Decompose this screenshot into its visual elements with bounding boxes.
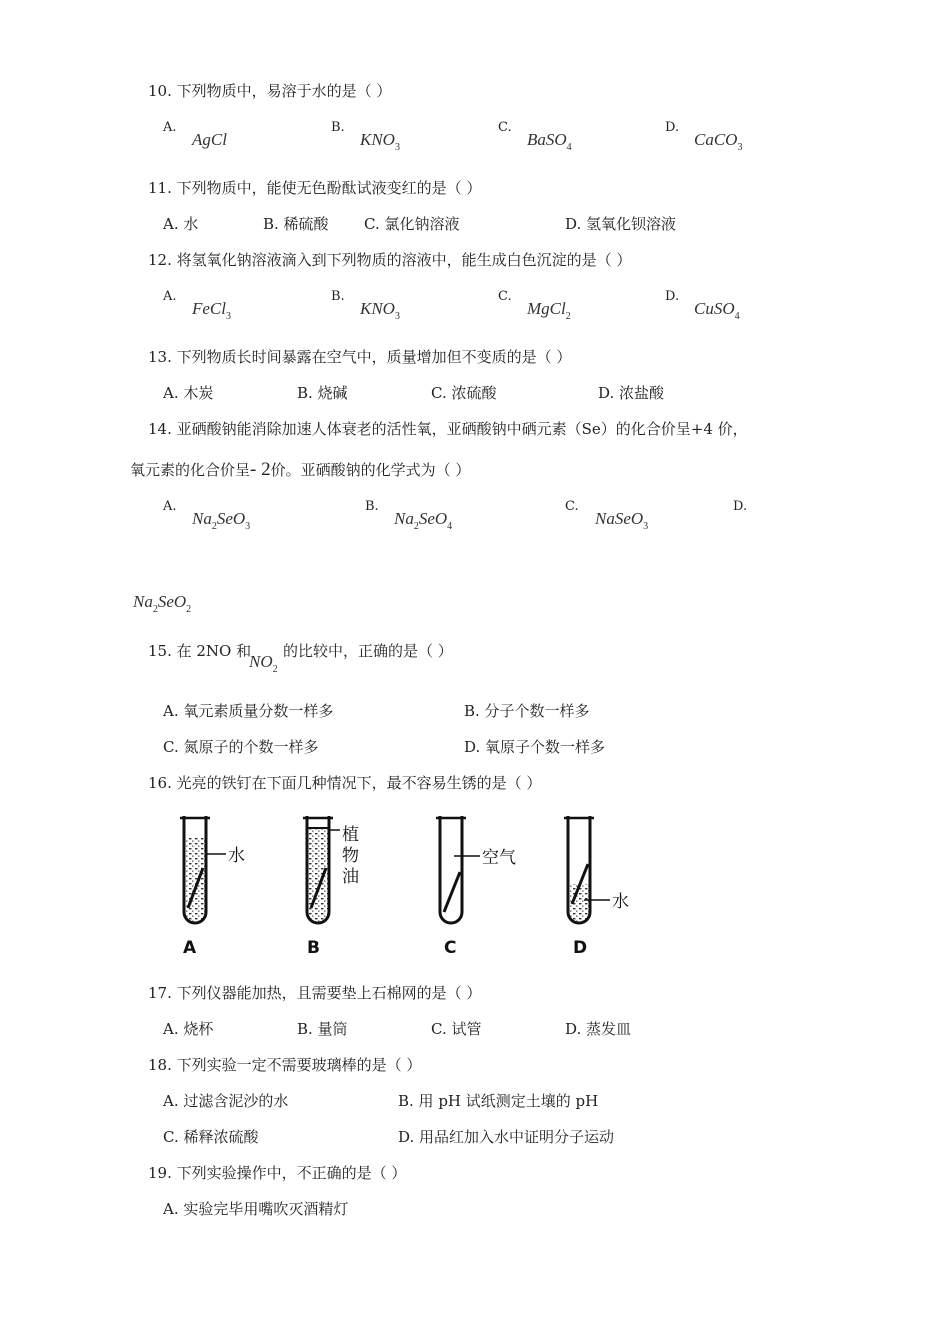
- q10-option-c-label: C.: [498, 120, 512, 135]
- test-tube-b: [303, 816, 359, 958]
- iron-nail-c: [444, 872, 460, 912]
- q15-formula: $NO_2$: [249, 652, 278, 675]
- q11-option-d: D. 氢氧化钡溶液: [565, 215, 677, 233]
- test-tube-c: [436, 816, 516, 958]
- q17-option-a: A. 烧杯: [163, 1020, 214, 1038]
- q14-option-a-formula: $Na_2SeO_3$: [192, 509, 251, 532]
- question-11-stem: 11. 下列物质中，能使无色酚酞试液变红的是（ ）: [148, 179, 482, 197]
- tube-c-label: 空气: [482, 848, 516, 868]
- q14-stem2-c: 价。亚硒酸钠的化学式为（ ）: [270, 461, 471, 479]
- q17-option-b: B. 量筒: [297, 1020, 348, 1038]
- question-19-stem: 19. 下列实验操作中，不正确的是（ ）: [148, 1164, 407, 1182]
- tube-b-label-2: 物: [342, 846, 359, 866]
- q14-option-c-label: C.: [565, 499, 579, 514]
- q12-option-b-label: B.: [331, 289, 345, 304]
- q14-option-d-formula: $Na_2SeO_2$: [133, 592, 192, 615]
- q13-option-a: A. 木炭: [163, 384, 214, 402]
- q18-option-d: D. 用品红加入水中证明分子运动: [398, 1128, 615, 1146]
- q18-option-b: B. 用 pH 试纸测定土壤的 pH: [398, 1092, 599, 1110]
- q19-option-a: A. 实验完毕用嘴吹灭酒精灯: [163, 1200, 349, 1218]
- q12-option-d-label: D.: [665, 289, 680, 304]
- q12-option-a-formula: FeCl$_3$: [192, 299, 231, 322]
- q14-option-b-label: B.: [365, 499, 379, 514]
- q12-option-a-label: A.: [163, 289, 177, 304]
- question-13-stem: 13. 下列物质长时间暴露在空气中，质量增加但不变质的是（ ）: [148, 348, 572, 366]
- q10-option-a-label: A.: [163, 120, 177, 135]
- question-15-stem-a: 15. 在 2NO 和: [148, 642, 252, 660]
- tube-b-letter: B: [307, 938, 320, 958]
- question-12-stem: 12. 将氢氧化钠溶液滴入到下列物质的溶液中，能生成白色沉淀的是（ ）: [148, 251, 632, 269]
- q15-option-c: C. 氮原子的个数一样多: [163, 738, 319, 756]
- tube-b-label-1: 植: [342, 825, 359, 845]
- q14-stem2-a: 氧元素的化合价呈: [130, 461, 251, 479]
- test-tube-a: [180, 816, 245, 958]
- tube-d-label: 水: [612, 892, 629, 912]
- tube-c-letter: C: [444, 938, 457, 958]
- q13-option-d: D. 浓盐酸: [598, 384, 665, 402]
- question-14-stem-line2: [130, 460, 470, 479]
- q14-option-d-label: D.: [733, 499, 748, 514]
- q17-option-d: D. 蒸发皿: [565, 1020, 632, 1038]
- tube-a-label: 水: [228, 846, 245, 866]
- tube-b-label-3: 油: [342, 867, 359, 887]
- q15-option-b: B. 分子个数一样多: [464, 702, 590, 720]
- q10-option-b-formula: $KNO_3$: [360, 130, 400, 153]
- tube-a-letter: A: [183, 938, 197, 958]
- q10-option-a-formula: AgCl: [192, 130, 227, 149]
- q10-option-b-label: B.: [331, 120, 345, 135]
- q14-option-b-formula: $Na_2SeO_4$: [394, 509, 453, 532]
- rusting-test-tubes-figure: [170, 812, 640, 962]
- tube-d-letter: D: [573, 938, 588, 958]
- q15-option-a: A. 氧元素质量分数一样多: [163, 702, 334, 720]
- q10-option-d-formula: CaCO$_3$: [694, 130, 743, 153]
- question-18-stem: 18. 下列实验一定不需要玻璃棒的是（ ）: [148, 1056, 422, 1074]
- q14-valence: - 2: [250, 459, 271, 480]
- q12-option-c-label: C.: [498, 289, 512, 304]
- q10-option-d-label: D.: [665, 120, 680, 135]
- q18-option-a: A. 过滤含泥沙的水: [163, 1092, 289, 1110]
- q13-option-b: B. 烧碱: [297, 384, 348, 402]
- test-tube-d: [564, 816, 629, 958]
- q11-option-b: B. 稀硫酸: [263, 215, 329, 233]
- q15-option-d: D. 氧原子个数一样多: [464, 738, 606, 756]
- q14-option-a-label: A.: [163, 499, 177, 514]
- q13-option-c: C. 浓硫酸: [431, 384, 497, 402]
- q12-option-b-formula: $KNO_3$: [360, 299, 400, 322]
- question-14-stem-line1: 14. 亚硒酸钠能消除加速人体衰老的活性氧，亚硒酸钠中硒元素（Se）的化合价呈+4 价，: [148, 420, 748, 438]
- question-16-stem: 16. 光亮的铁钉在下面几种情况下，最不容易生锈的是（ ）: [148, 774, 542, 792]
- q17-option-c: C. 试管: [431, 1020, 482, 1038]
- question-10-stem: 10. 下列物质中，易溶于水的是（ ）: [148, 82, 392, 100]
- q12-option-d-formula: CuSO$_4$: [694, 299, 740, 322]
- q12-option-c-formula: MgCl$_2$: [527, 299, 571, 322]
- question-15-stem-b: 的比较中，正确的是（ ）: [283, 642, 453, 660]
- q11-option-a: A. 水: [163, 215, 199, 233]
- q18-option-c: C. 稀释浓硫酸: [163, 1128, 259, 1146]
- q14-option-c-formula: NaSeO$_3$: [595, 509, 649, 532]
- question-17-stem: 17. 下列仪器能加热，且需要垫上石棉网的是（ ）: [148, 984, 482, 1002]
- q10-option-c-formula: BaSO$_4$: [527, 130, 572, 153]
- q11-option-c: C. 氯化钠溶液: [364, 215, 460, 233]
